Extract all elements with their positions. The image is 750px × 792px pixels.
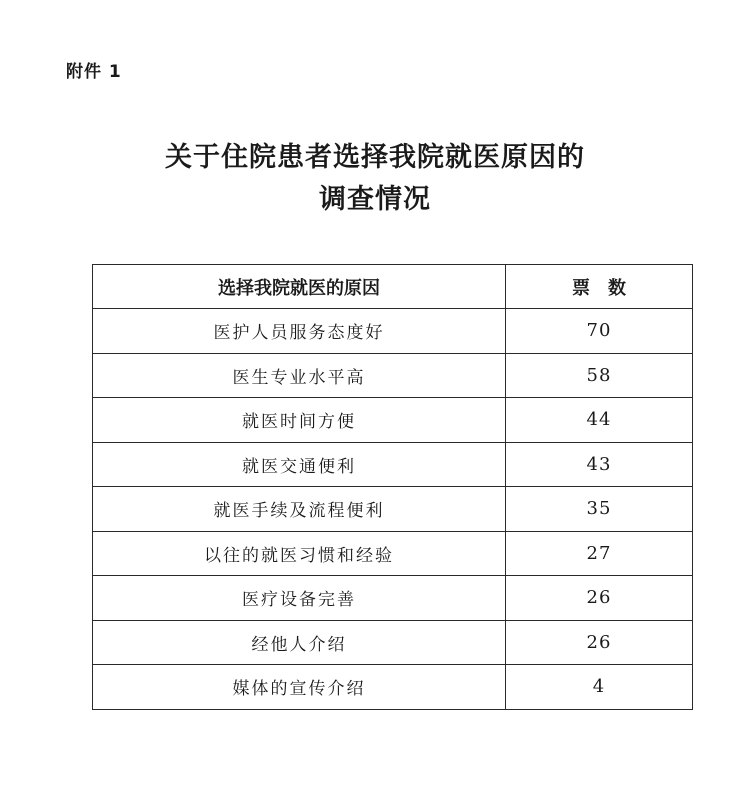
votes-cell: 70 bbox=[506, 309, 693, 354]
reason-cell: 医护人员服务态度好 bbox=[93, 309, 506, 354]
reason-cell: 就医时间方便 bbox=[93, 398, 506, 443]
table-row bbox=[93, 531, 693, 576]
document-title-line-1: 关于住院患者选择我院就医原因的 bbox=[165, 142, 585, 173]
table-row bbox=[93, 353, 693, 398]
survey-table bbox=[92, 264, 693, 710]
header-votes: 票 数 bbox=[506, 265, 693, 309]
table-header-row bbox=[93, 265, 693, 309]
table-row bbox=[93, 487, 693, 532]
votes-cell: 35 bbox=[506, 487, 693, 532]
reason-cell: 医生专业水平高 bbox=[93, 353, 506, 398]
votes-cell: 27 bbox=[506, 531, 693, 576]
reason-cell: 医疗设备完善 bbox=[93, 576, 506, 621]
document-title-line-2: 调查情况 bbox=[319, 184, 431, 215]
votes-cell: 43 bbox=[506, 442, 693, 487]
reason-cell: 就医手续及流程便利 bbox=[93, 487, 506, 532]
header-reason: 选择我院就医的原因 bbox=[93, 265, 506, 309]
table-row bbox=[93, 398, 693, 443]
table-row bbox=[93, 309, 693, 354]
table-row bbox=[93, 665, 693, 710]
attachment-label: 附件 1 bbox=[66, 62, 122, 82]
votes-cell: 58 bbox=[506, 353, 693, 398]
votes-cell: 26 bbox=[506, 620, 693, 665]
votes-cell: 44 bbox=[506, 398, 693, 443]
table-row bbox=[93, 620, 693, 665]
votes-cell: 26 bbox=[506, 576, 693, 621]
votes-cell: 4 bbox=[506, 665, 693, 710]
table-row bbox=[93, 442, 693, 487]
reason-cell: 经他人介绍 bbox=[93, 620, 506, 665]
reason-cell: 以往的就医习惯和经验 bbox=[93, 531, 506, 576]
reason-cell: 就医交通便利 bbox=[93, 442, 506, 487]
table-row bbox=[93, 576, 693, 621]
reason-cell: 媒体的宣传介绍 bbox=[93, 665, 506, 710]
